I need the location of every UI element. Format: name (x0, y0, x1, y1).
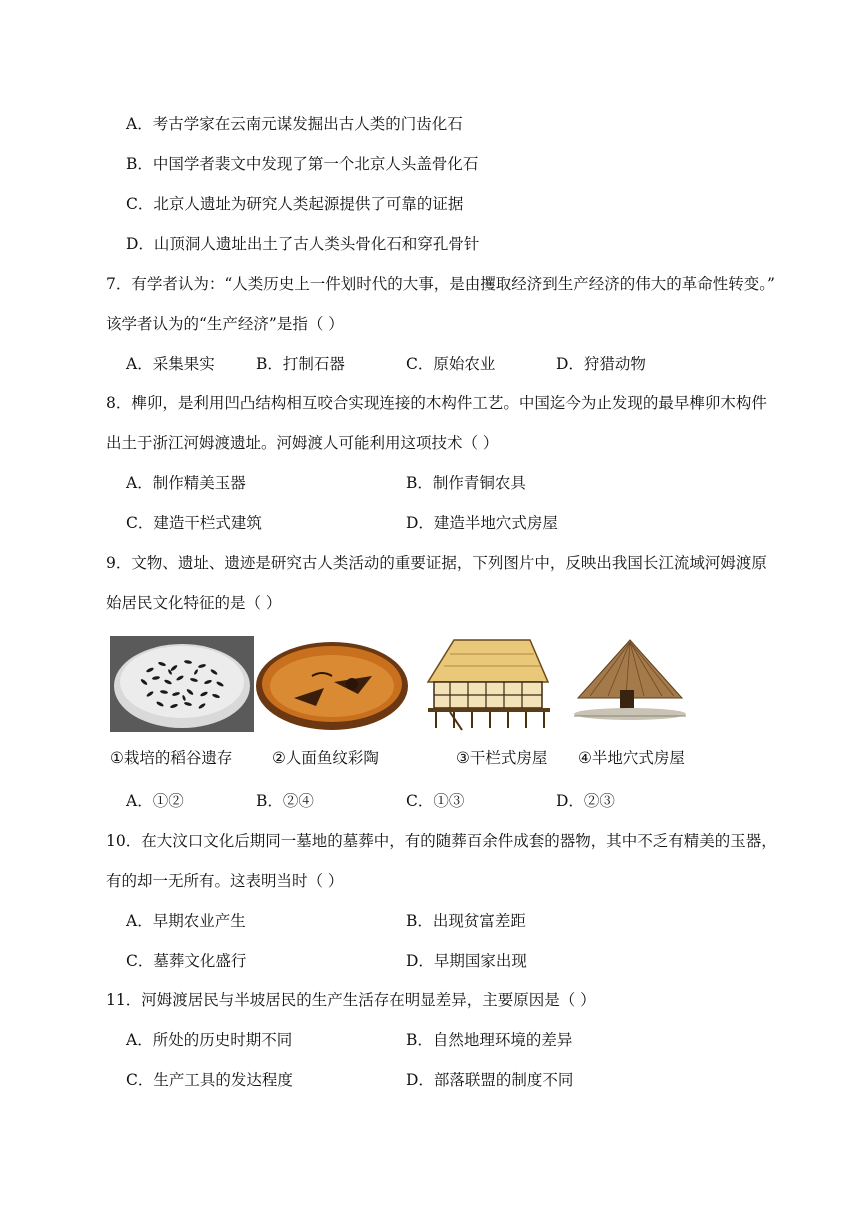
q8-stem-line1: 8．榫卯，是利用凹凸结构相互咬合实现连接的木构件工艺。中国迄今为止发现的最早榫卯木构件 (106, 394, 767, 412)
painted-pottery-image (254, 636, 410, 732)
q10-stem-line1: 10．在大汶口文化后期同一墓地的墓葬中，有的随葬百余件成套的器物，其中不乏有精美的玉器， (106, 832, 777, 850)
stilt-house-image (414, 636, 554, 732)
q6-option-d: D．山顶洞人遗址出土了古人类头骨化石和穿孔骨针 (126, 235, 480, 253)
rice-remains-image (110, 636, 254, 732)
q11-option-a: A．所处的历史时期不同 (126, 1031, 293, 1049)
q8-option-c: C．建造干栏式建筑 (126, 514, 262, 532)
q8-option-d: D．建造半地穴式房屋 (406, 514, 558, 532)
q7-option-c: C．原始农业 (406, 355, 496, 373)
q9-stem-line1: 9．文物、遗址、遗迹是研究古人类活动的重要证据，下列图片中，反映出我国长江流域河姆渡原 (106, 554, 767, 572)
q9-option-d: D．②③ (556, 792, 615, 810)
caption-semi-subterranean: ④半地穴式房屋 (578, 749, 685, 767)
caption-rice: ①栽培的稻谷遗存 (110, 749, 233, 767)
q8-stem-line2: 出土于浙江河姆渡遗址。河姆渡人可能利用这项技术（ ） (106, 434, 499, 452)
caption-stilt-house: ③干栏式房屋 (456, 749, 548, 767)
q11-option-c: C．生产工具的发达程度 (126, 1071, 293, 1089)
q6-option-b: B．中国学者裴文中发现了第一个北京人头盖骨化石 (126, 155, 479, 173)
q9-option-c: C．①③ (406, 792, 465, 810)
q6-option-c: C．北京人遗址为研究人类起源提供了可靠的证据 (126, 195, 464, 213)
q11-option-d: D．部落联盟的制度不同 (406, 1071, 574, 1089)
q10-option-a: A．早期农业产生 (126, 912, 246, 930)
q9-stem-line2: 始居民文化特征的是（ ） (106, 594, 282, 612)
q10-stem-line2: 有的却一无所有。这表明当时（ ） (106, 872, 344, 890)
q11-option-b: B．自然地理环境的差异 (406, 1031, 573, 1049)
q10-option-c: C．墓葬文化盛行 (126, 952, 247, 970)
q7-option-a: A．采集果实 (126, 355, 215, 373)
q6-option-a: A．考古学家在云南元谋发掘出古人类的门齿化石 (126, 115, 463, 133)
q11-stem-line1: 11．河姆渡居民与半坡居民的生产生活存在明显差异，主要原因是（ ） (106, 991, 596, 1009)
q7-stem-line1: 7．有学者认为：“人类历史上一件划时代的大事，是由攫取经济到生产经济的伟大的革命性转变。” (106, 275, 775, 293)
q7-option-b: B．打制石器 (256, 355, 345, 373)
caption-pottery: ②人面鱼纹彩陶 (272, 749, 379, 767)
q7-option-d: D．狩猎动物 (556, 355, 646, 373)
q10-option-b: B．出现贫富差距 (406, 912, 526, 930)
q8-option-a: A．制作精美玉器 (126, 474, 246, 492)
q7-stem-line2: 该学者认为的“生产经济”是指（ ） (106, 315, 344, 333)
q8-option-b: B．制作青铜农具 (406, 474, 526, 492)
q9-option-a: A．①② (126, 792, 184, 810)
q9-option-b: B．②④ (256, 792, 314, 810)
q10-option-d: D．早期国家出现 (406, 952, 527, 970)
semi-subterranean-house-image (570, 636, 690, 732)
